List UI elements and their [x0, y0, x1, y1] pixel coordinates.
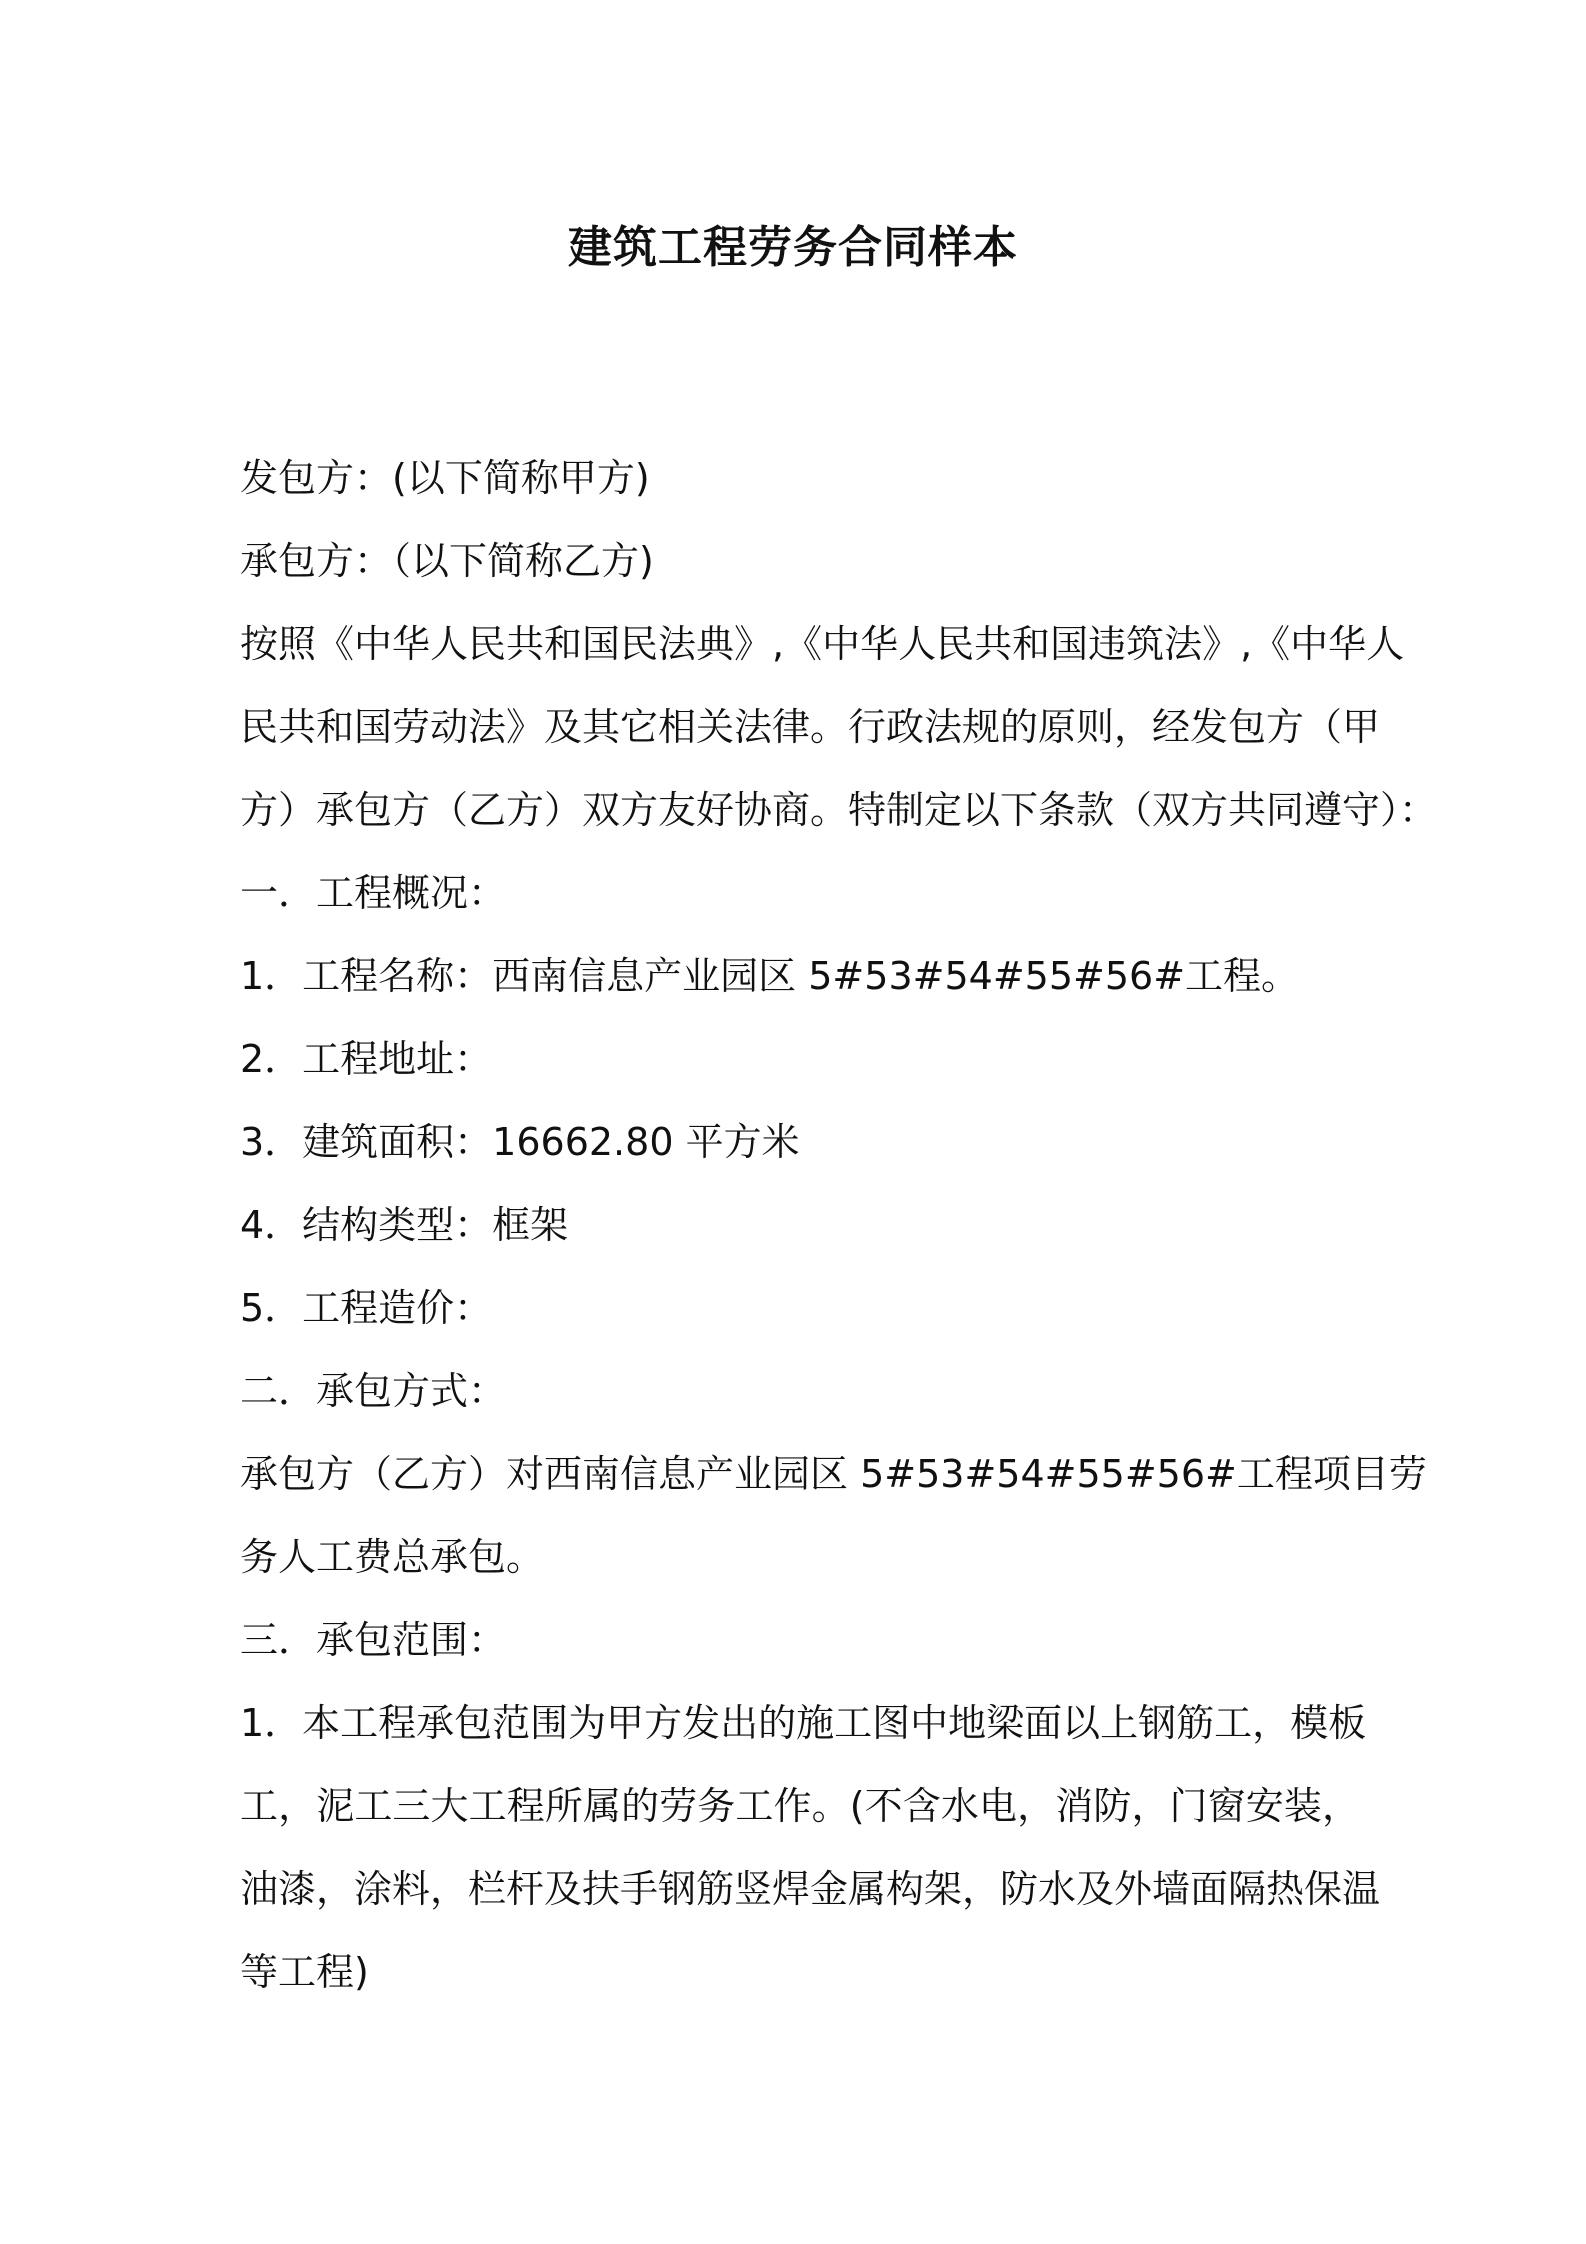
paragraph-line: 按照《中华人民共和国民法典》,《中华人民共和国违筑法》,《中华人 — [240, 622, 1405, 666]
contract-party-issuer: 发包方：(以下简称甲方) — [240, 456, 650, 500]
list-item: 4．结构类型：框架 — [240, 1203, 569, 1247]
paragraph-line: 工，泥工三大工程所属的劳务工作。(不含水电，消防，门窗安装， — [240, 1784, 1360, 1828]
section-heading: 三．承包范围： — [240, 1618, 507, 1662]
section-heading: 一．工程概况： — [240, 871, 507, 915]
list-item: 3．建筑面积：16662.80 平方米 — [240, 1120, 800, 1164]
paragraph-line: 民共和国劳动法》及其它相关法律。行政法规的原则，经发包方（甲 — [240, 705, 1381, 749]
paragraph-line: 方）承包方（乙方）双方友好协商。特制定以下条款（双方共同遵守）： — [240, 788, 1438, 832]
list-item: 5．工程造价： — [240, 1286, 493, 1330]
paragraph-line: 务人工费总承包。 — [240, 1535, 545, 1579]
paragraph-line: 1．本工程承包范围为甲方发出的施工图中地梁面以上钢筋工，模板 — [240, 1701, 1367, 1745]
section-heading: 二．承包方式： — [240, 1369, 507, 1413]
paragraph-line: 等工程) — [240, 1950, 369, 1994]
document-title: 建筑工程劳务合同样本 — [568, 222, 1018, 273]
list-item: 1．工程名称：西南信息产业园区 5#53#54#55#56#工程。 — [240, 954, 1300, 998]
paragraph-line: 油漆，涂料，栏杆及扶手钢筋竖焊金属构架，防水及外墙面隔热保温 — [240, 1867, 1381, 1911]
paragraph-line: 承包方（乙方）对西南信息产业园区 5#53#54#55#56#工程项目劳 — [240, 1452, 1427, 1496]
list-item: 2．工程地址： — [240, 1037, 493, 1081]
contract-party-contractor: 承包方：（以下简称乙方) — [240, 539, 654, 583]
